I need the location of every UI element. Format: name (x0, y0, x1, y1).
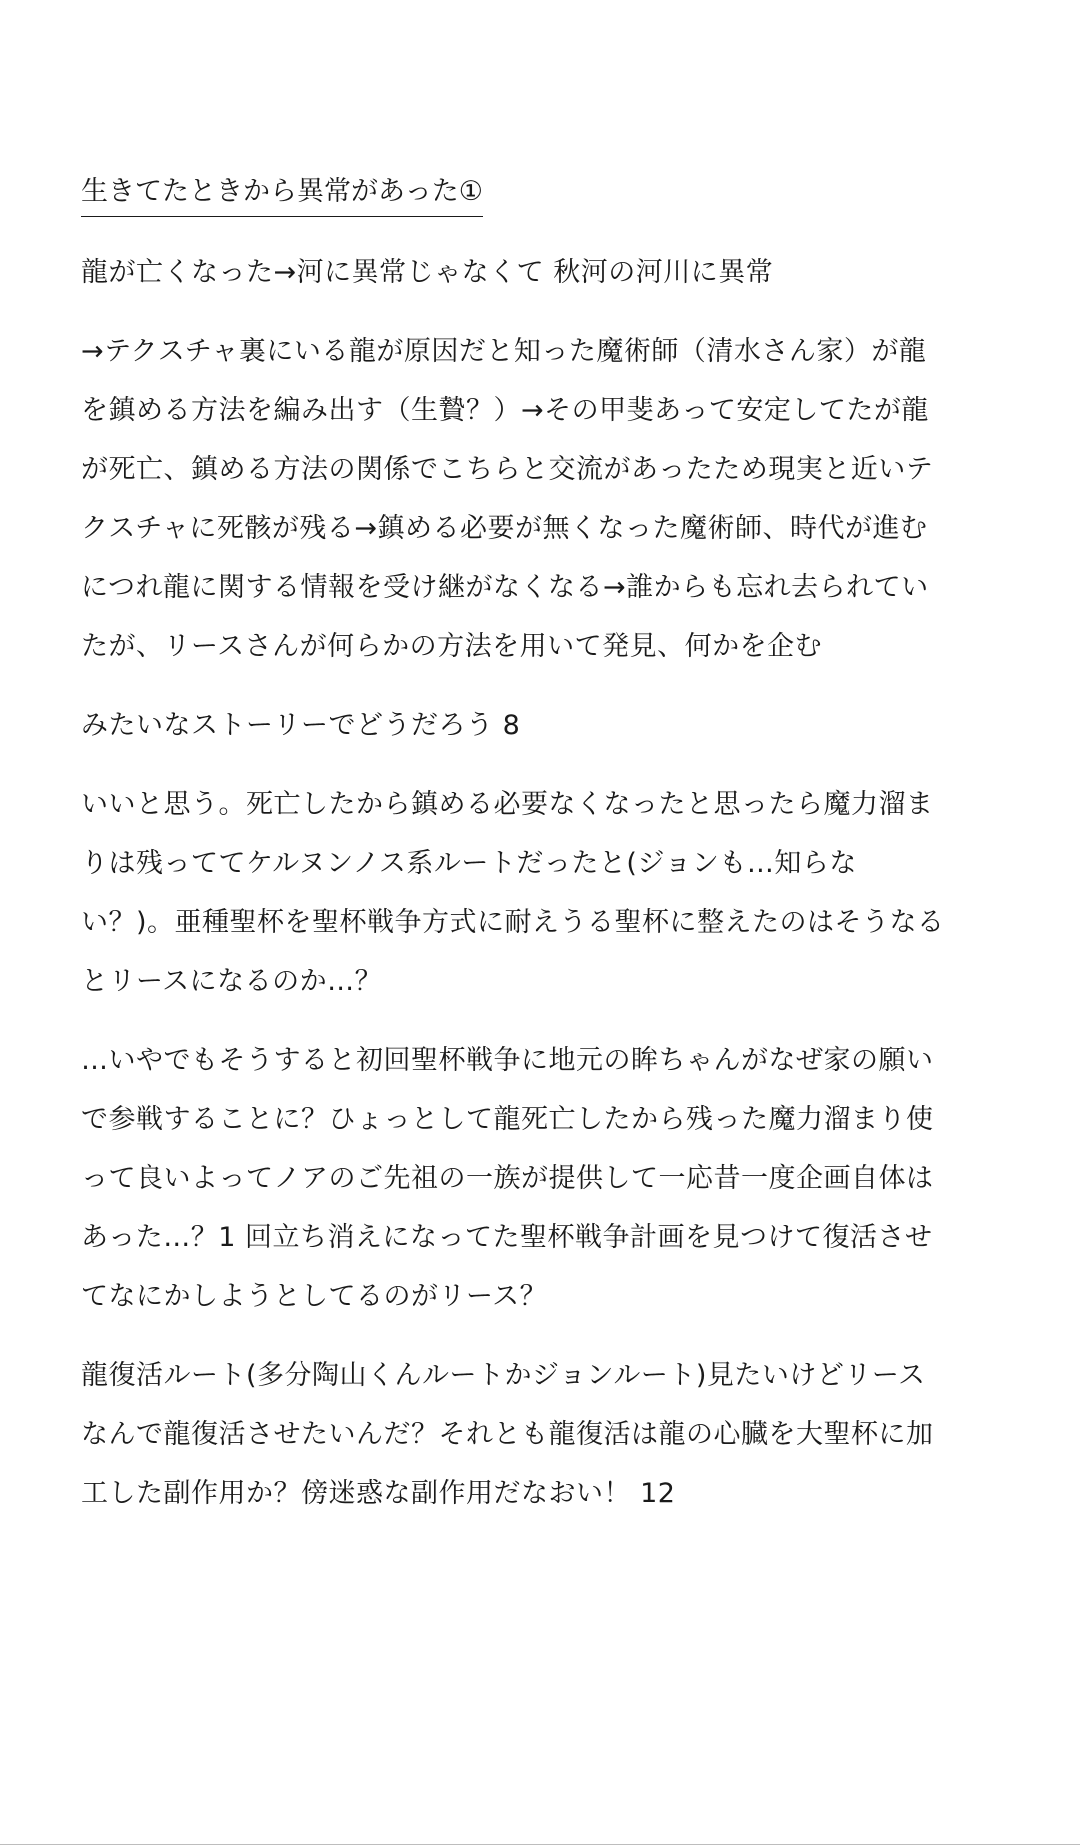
paragraph-1 (81, 243, 1001, 302)
text-line: って良いよってノアのご先祖の一族が提供して一応昔一度企画自体は (81, 1163, 934, 1194)
text-line: りは残っててケルヌンノス系ルートだったと(ジョンも…知らな (81, 848, 857, 879)
paragraph-3 (81, 696, 1001, 755)
text-line: なんで龍復活させたいんだ？それとも龍復活は龍の心臓を大聖杯に加 (81, 1419, 934, 1450)
paragraph-4 (81, 775, 1001, 1011)
text-line: →テクスチャ裏にいる龍が原因だと知った魔術師（清水さん家）が龍 (81, 336, 927, 367)
text-line: …いやでもそうすると初回聖杯戦争に地元の眸ちゃんがなぜ家の願い (81, 1045, 934, 1076)
text-line: で参戦することに？ひょっとして龍死亡したから残った魔力溜まり使 (81, 1104, 934, 1135)
text-line: い？)。亜種聖杯を聖杯戦争方式に耐えうる聖杯に整えたのはそうなる (81, 907, 945, 938)
text-line: たが、リースさんが何らかの方法を用いて発見、何かを企む (81, 631, 823, 662)
text-line: てなにかしようとしてるのがリース？ (81, 1281, 548, 1312)
text-line: あった…？1 回立ち消えになってた聖杯戦争計画を見つけて復活させ (81, 1222, 933, 1253)
text-line: につれ龍に関する情報を受け継がなくなる→誰からも忘れ去られてい (81, 572, 929, 603)
text-line: 工した副作用か？傍迷惑な副作用だなおい！ 12 (81, 1478, 676, 1509)
text-line: いいと思う。死亡したから鎮める必要なくなったと思ったら魔力溜ま (81, 789, 934, 820)
text-line: みたいなストーリーでどうだろう 8 (81, 710, 521, 741)
text-line: を鎮める方法を編み出す（生贄？）→その甲斐あって安定してたが龍 (81, 395, 929, 426)
paragraph-6 (81, 1346, 1001, 1523)
document-title: 生きてたときから異常があった① (81, 168, 483, 217)
text-line: が死亡、鎮める方法の関係でこちらと交流があったため現実と近いテ (81, 454, 934, 485)
paragraph-2 (81, 322, 1001, 676)
document-body (81, 168, 1001, 1543)
text-line: 龍が亡くなった→河に異常じゃなくて 秋河の河川に異常 (81, 257, 774, 288)
text-line: 龍復活ルート(多分陶山くんルートかジョンルート)見たいけどリース (81, 1360, 926, 1391)
text-line: とリースになるのか…？ (81, 966, 383, 997)
text-line: クスチャに死骸が残る→鎮める必要が無くなった魔術師、時代が進む (81, 513, 928, 544)
paragraph-5 (81, 1031, 1001, 1326)
